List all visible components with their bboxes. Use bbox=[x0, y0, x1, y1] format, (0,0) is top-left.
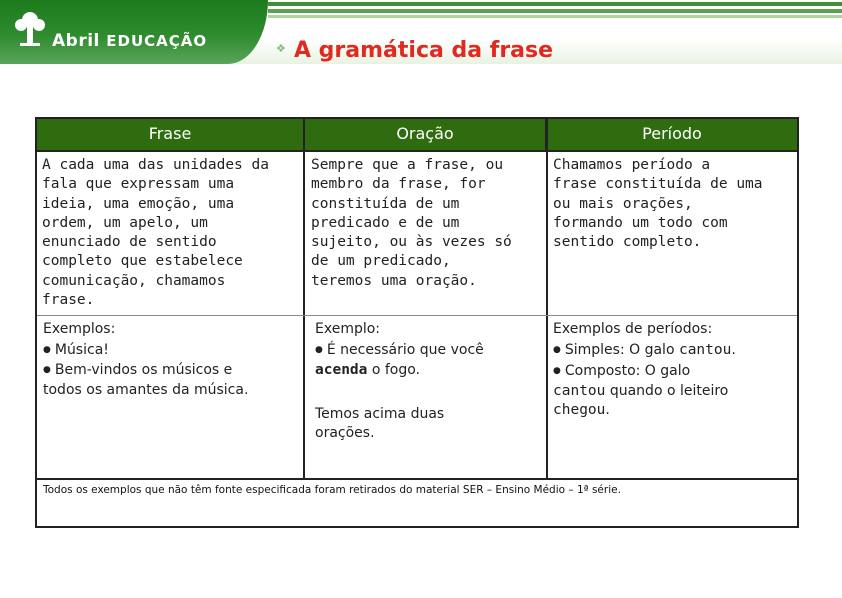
bullet-icon: ● bbox=[553, 345, 561, 355]
text-line: teremos uma oração. bbox=[311, 272, 477, 289]
example-item: Composto: O galo bbox=[564, 363, 691, 379]
logo-text bbox=[52, 31, 207, 51]
examples-frase bbox=[43, 319, 248, 401]
page-title: A gramática da frase bbox=[294, 38, 554, 63]
column-header-frase: Frase bbox=[37, 119, 305, 151]
text-line: ordem, um apelo, um bbox=[42, 214, 208, 231]
example-punct: . bbox=[605, 402, 610, 418]
logo bbox=[0, 0, 268, 64]
tree-icon bbox=[12, 10, 48, 48]
text-line: ou mais orações, bbox=[553, 195, 693, 212]
text-line: Chamamos período a bbox=[553, 157, 711, 173]
example-item: É necessário que você bbox=[326, 342, 484, 358]
text-line: sentido completo. bbox=[553, 234, 702, 251]
examples-periodo bbox=[553, 319, 736, 420]
column-header-oracao: Oração bbox=[305, 119, 547, 151]
text-line: frase constituída de uma bbox=[553, 176, 763, 193]
text-line: comunicação, chamamos bbox=[42, 272, 226, 289]
example-item: Bem-vindos os músicos e bbox=[54, 362, 233, 378]
divider bbox=[303, 119, 305, 480]
example-item: todos os amantes da música. bbox=[43, 382, 249, 398]
text-line: formando um todo com bbox=[553, 214, 728, 231]
example-item: quando o leiteiro bbox=[609, 383, 729, 399]
divider bbox=[37, 315, 797, 316]
text-line: constituída de um bbox=[311, 195, 460, 212]
examples-heading: Exemplos de períodos: bbox=[553, 321, 713, 337]
definition-periodo bbox=[553, 156, 763, 252]
definition-oracao bbox=[311, 156, 512, 291]
example-item: Música! bbox=[54, 342, 109, 358]
divider bbox=[37, 150, 797, 152]
example-item: Simples: O galo bbox=[564, 342, 675, 358]
example-verb: chegou bbox=[553, 402, 606, 418]
column-header-periodo: Período bbox=[547, 119, 797, 151]
example-remark: orações. bbox=[315, 425, 375, 441]
bullet-icon: ● bbox=[43, 365, 51, 375]
bullet-icon: ● bbox=[315, 345, 323, 355]
logo-sub: EDUCAÇÃO bbox=[106, 32, 208, 50]
text-line: enunciado de sentido bbox=[42, 234, 217, 251]
text-line: de um predicado, bbox=[311, 253, 451, 270]
examples-oracao bbox=[315, 319, 484, 443]
text-line: sujeito, ou às vezes só bbox=[311, 234, 512, 251]
title-bullet-icon: ❖ bbox=[276, 42, 286, 55]
text-line: Sempre que a frase, ou bbox=[311, 157, 504, 173]
text-line: ideia, uma emoção, uma bbox=[42, 195, 235, 212]
example-verb: acenda bbox=[315, 362, 368, 378]
example-verb: cantou bbox=[678, 342, 732, 358]
text-line: predicado e de um bbox=[311, 214, 460, 231]
divider bbox=[546, 119, 548, 480]
example-verb: cantou bbox=[553, 383, 606, 399]
example-item: o fogo. bbox=[371, 362, 421, 378]
definition-frase bbox=[42, 156, 269, 310]
example-remark: Temos acima duas bbox=[315, 406, 445, 422]
grammar-table bbox=[35, 117, 799, 528]
examples-heading: Exemplo: bbox=[315, 321, 381, 337]
example-punct: . bbox=[731, 342, 736, 358]
text-line: fala que expressam uma bbox=[42, 176, 235, 193]
text-line: completo que estabelece bbox=[42, 253, 243, 270]
examples-heading: Exemplos: bbox=[43, 321, 116, 337]
logo-brand: Abril bbox=[52, 31, 100, 51]
footnote: Todos os exemplos que não têm fonte especificada foram retirados do material SER – Ensino Médio – 1ª série. bbox=[43, 484, 621, 496]
text-line: frase. bbox=[42, 292, 95, 309]
divider bbox=[37, 478, 797, 480]
bullet-icon: ● bbox=[43, 345, 51, 355]
text-line: A cada uma das unidades da bbox=[42, 157, 269, 173]
text-line: membro da frase, for bbox=[311, 176, 486, 193]
bullet-icon: ● bbox=[553, 366, 561, 376]
